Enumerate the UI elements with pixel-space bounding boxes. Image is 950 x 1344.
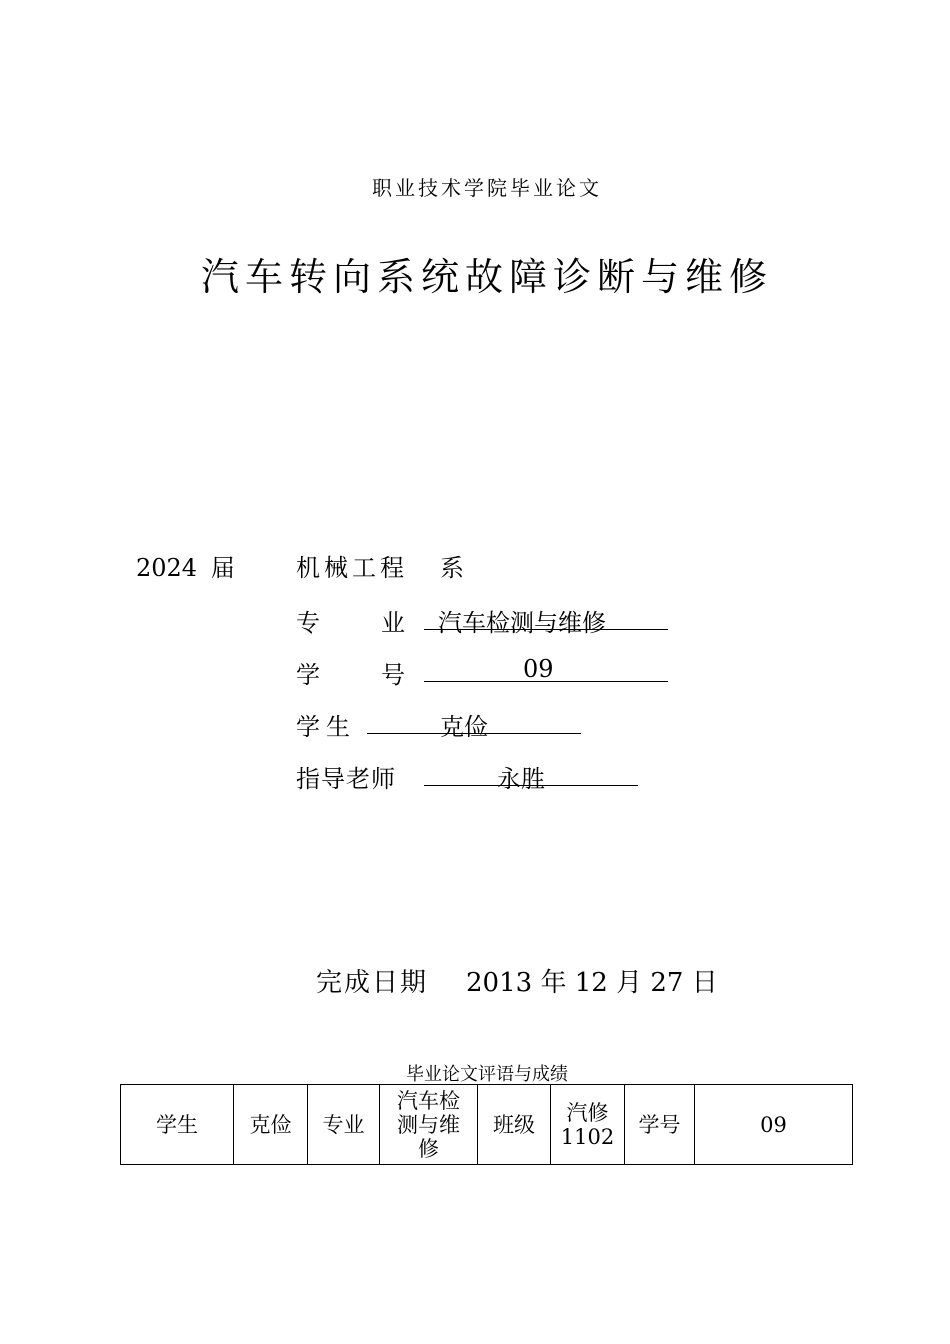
table-cell-class-label: 班级 [478,1085,551,1165]
major-value: 汽车检测与维修 [438,609,606,637]
table-cell-major-value [380,1085,478,1165]
completion-month: 12 [574,968,608,998]
completion-label: 完成日期 [316,968,429,998]
grades-table [120,1084,853,1165]
table-cell-id-label: 学号 [625,1085,695,1165]
student-id-label-2: 号 [381,661,405,689]
table-cell-major-label: 专业 [308,1085,380,1165]
institution-header: 职业技术学院毕业论文 [372,176,602,200]
graduation-year [136,548,235,583]
major-value-line-2: 测与维 [397,1112,460,1137]
student-value: 克俭 [440,713,488,741]
table-cell-student-value: 克俭 [234,1085,308,1165]
student-underline [367,733,581,734]
completion-month-unit: 月 [616,968,643,998]
student-id-underline [424,681,668,682]
major-label-2: 业 [381,609,405,637]
major-label-1: 专 [296,609,320,637]
completion-year-unit: 年 [540,968,567,998]
advisor-label: 指导老师 [296,765,396,793]
student-label: 学生 [296,713,356,741]
advisor-underline [424,785,638,786]
department-suffix: 系 [440,554,464,582]
completion-date [316,962,718,999]
completion-day-unit: 日 [691,968,718,998]
completion-day: 27 [650,968,684,998]
department-name: 机械工程 [296,554,408,582]
year-suffix: 届 [210,554,235,582]
table-cell-id-value: 09 [695,1085,853,1165]
table-cell-class-value [551,1085,625,1165]
table-cell-student-label: 学生 [121,1085,234,1165]
student-id-label-1: 学 [296,661,320,689]
major-value-line-3: 修 [418,1136,439,1161]
table-row [121,1085,853,1165]
advisor-value: 永胜 [497,765,545,793]
major-value-line-1: 汽车检 [397,1088,460,1113]
year-value: 2024 [136,554,198,582]
class-value-line-2: 1102 [560,1124,615,1149]
completion-year: 2013 [466,968,533,998]
student-id-value: 09 [523,655,554,683]
class-value-line-1: 汽修 [566,1100,609,1125]
grades-table-caption: 毕业论文评语与成绩 [406,1064,568,1085]
major-underline [424,629,668,630]
thesis-title: 汽车转向系统故障诊断与维修 [200,255,773,299]
